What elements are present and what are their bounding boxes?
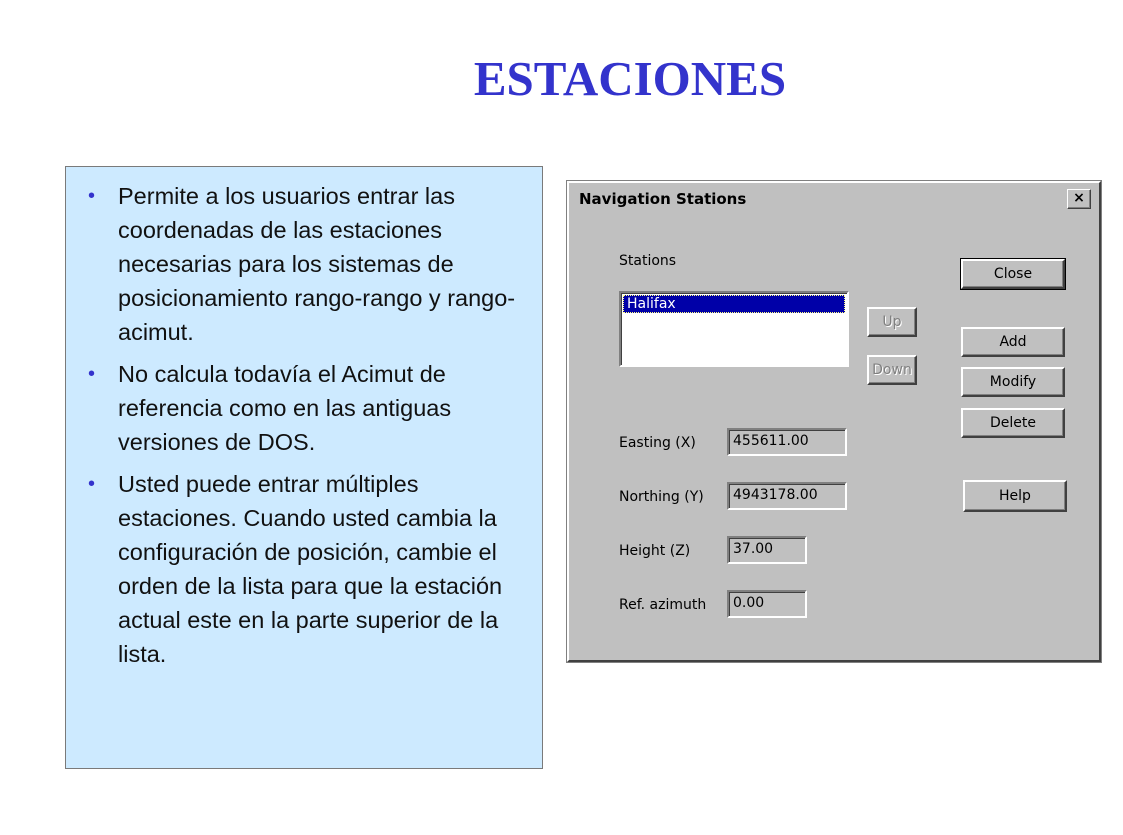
bullet-item	[86, 357, 532, 459]
bullet-text: Permite a los usuarios entrar las coordenadas de las estaciones necesarias para los sistemas de posicionamiento rango-rango y rango-acimut.	[118, 183, 516, 345]
ref-azimuth-label: Ref. azimuth	[619, 597, 707, 613]
delete-button[interactable]: Delete	[961, 408, 1065, 438]
bullet-text: No calcula todavía el Acimut de referencia como en las antiguas versiones de DOS.	[118, 361, 452, 455]
easting-field[interactable]: 455611.00	[727, 428, 847, 456]
northing-label: Northing (Y)	[619, 489, 704, 505]
up-button: Up	[867, 307, 917, 337]
bullet-item	[86, 467, 532, 671]
dialog-titlebar	[573, 187, 1095, 211]
bullet-icon: •	[88, 363, 96, 385]
bullet-text-box	[65, 166, 543, 769]
height-field[interactable]: 37.00	[727, 536, 807, 564]
bullet-icon: •	[88, 185, 96, 207]
ref-azimuth-field[interactable]: 0.00	[727, 590, 807, 618]
station-list-item[interactable]: Halifax	[623, 295, 845, 313]
bullet-text: Usted puede entrar múltiples estaciones. Cuando usted cambia la configuración de posición, cambie el orden de la lista para que la estación actual este en la parte superior de la lista.	[118, 471, 503, 667]
close-icon[interactable]: ×	[1067, 189, 1091, 209]
stations-label: Stations	[619, 253, 677, 269]
bullet-icon: •	[88, 473, 96, 495]
help-button[interactable]: Help	[963, 480, 1067, 512]
slide-title: ESTACIONES	[473, 51, 787, 106]
height-label: Height (Z)	[619, 543, 691, 559]
add-button[interactable]: Add	[961, 327, 1065, 357]
stations-listbox[interactable]	[619, 291, 849, 367]
modify-button[interactable]: Modify	[961, 367, 1065, 397]
northing-field[interactable]: 4943178.00	[727, 482, 847, 510]
bullet-list	[66, 167, 542, 671]
close-button[interactable]: Close	[961, 259, 1065, 289]
dialog-title: Navigation Stations	[579, 190, 747, 208]
down-button: Down	[867, 355, 917, 385]
navigation-stations-dialog	[567, 181, 1101, 662]
easting-label: Easting (X)	[619, 435, 696, 451]
bullet-item	[86, 179, 532, 349]
